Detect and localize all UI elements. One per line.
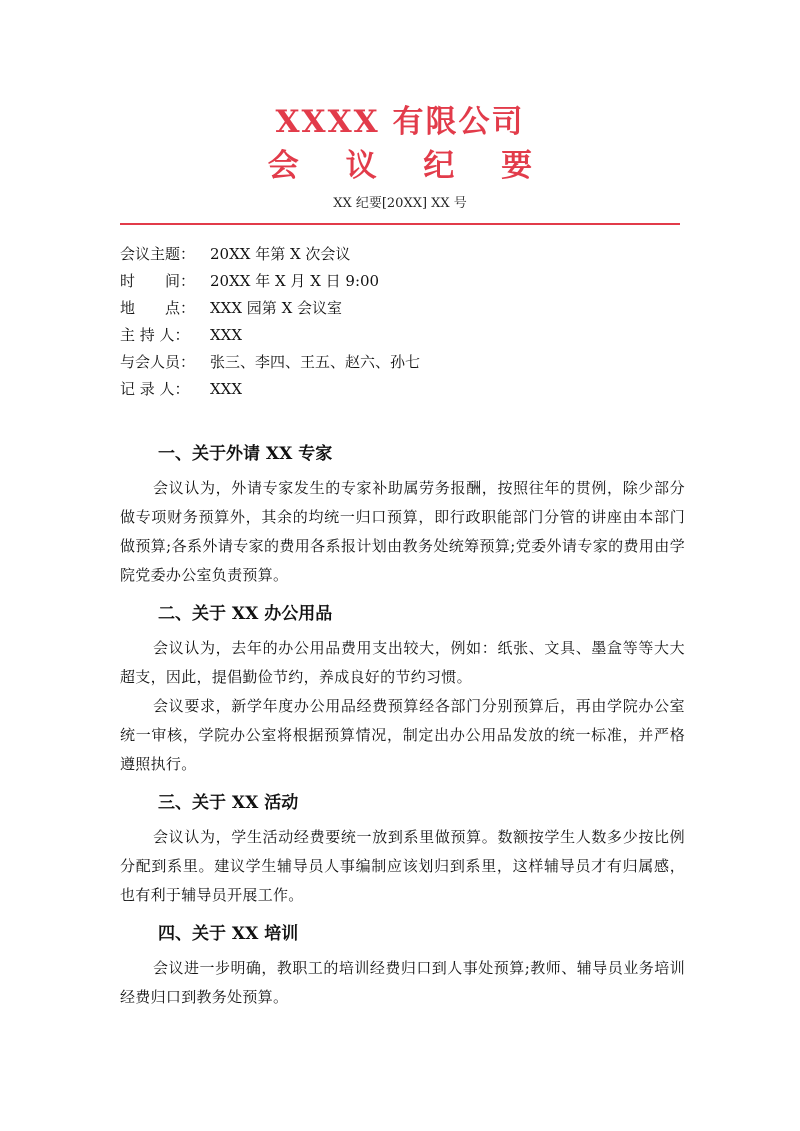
meeting-info-list <box>120 241 680 403</box>
meta-value: 20XX 年第 X 次会议 <box>210 245 351 263</box>
company-title: XXXX 有限公司 <box>275 104 525 140</box>
section-office-supplies <box>120 600 685 779</box>
meta-value: XXX 园第 X 会议室 <box>210 299 343 317</box>
meta-label: 会议主题： <box>120 245 196 263</box>
paragraph: 会议认为，学生活动经费要统一放到系里做预算。数额按学生人数多少按比例分配到系里。建议学生辅导员人事编制应该划归到系里，这样辅导员才有归属感，也有利于辅导员开展工作。 <box>120 828 685 904</box>
minutes-body <box>120 440 685 1022</box>
meta-label: 与会人员： <box>120 353 196 371</box>
meeting-location-row <box>120 295 680 322</box>
meta-value: 20XX 年 X 月 X 日 9:00 <box>210 272 380 290</box>
meeting-host-row <box>120 322 680 349</box>
paragraph: 会议认为，去年的办公用品费用支出较大，例如：纸张、文具、墨盒等等大大超支，因此，提倡勤俭节约，养成良好的节约习惯。 <box>120 639 685 686</box>
section-experts <box>120 440 685 590</box>
meta-value: XXX <box>210 326 243 344</box>
meta-value: 张三、李四、王五、赵六、孙七 <box>210 353 421 371</box>
meeting-topic-row <box>120 241 680 268</box>
meeting-attendees-row <box>120 349 680 376</box>
meta-label: 主 持 人： <box>120 326 190 344</box>
section-heading: 一、关于外请 XX 专家 <box>158 444 333 464</box>
meta-label: 时 间： <box>120 272 196 290</box>
meeting-recorder-row <box>120 376 680 403</box>
paragraph: 会议进一步明确，教职工的培训经费归口到人事处预算;教师、辅导员业务培训经费归口到教务处预算。 <box>120 959 685 1006</box>
section-heading: 四、关于 XX 培训 <box>158 924 299 944</box>
document-number: XX 纪要[20XX] XX 号 <box>333 196 467 211</box>
meeting-time-row <box>120 268 680 295</box>
paragraph: 会议要求，新学年度办公用品经费预算经各部门分别预算后，再由学院办公室统一审核，学院办公室将根据预算情况，制定出办公用品发放的统一标准，并严格遵照执行。 <box>120 697 685 773</box>
section-heading: 三、关于 XX 活动 <box>158 793 299 813</box>
section-activities <box>120 789 685 910</box>
paragraph: 会议认为，外请专家发生的专家补助属劳务报酬，按照往年的贯例，除少部分做专项财务预算外，其余的均统一归口预算，即行政职能部门分管的讲座由本部门做预算;各系外请专家的费用各系报计划由教务处统筹预算;党委外请专家的费用由学院党委办公室负责预算。 <box>120 479 685 584</box>
red-divider-line <box>120 223 680 225</box>
section-training <box>120 920 685 1012</box>
document-title: 会 议 纪 要 <box>267 148 551 184</box>
section-heading: 二、关于 XX 办公用品 <box>158 604 333 624</box>
meta-value: XXX <box>210 380 243 398</box>
meta-label: 记 录 人： <box>120 380 190 398</box>
meta-label: 地 点： <box>120 299 196 317</box>
